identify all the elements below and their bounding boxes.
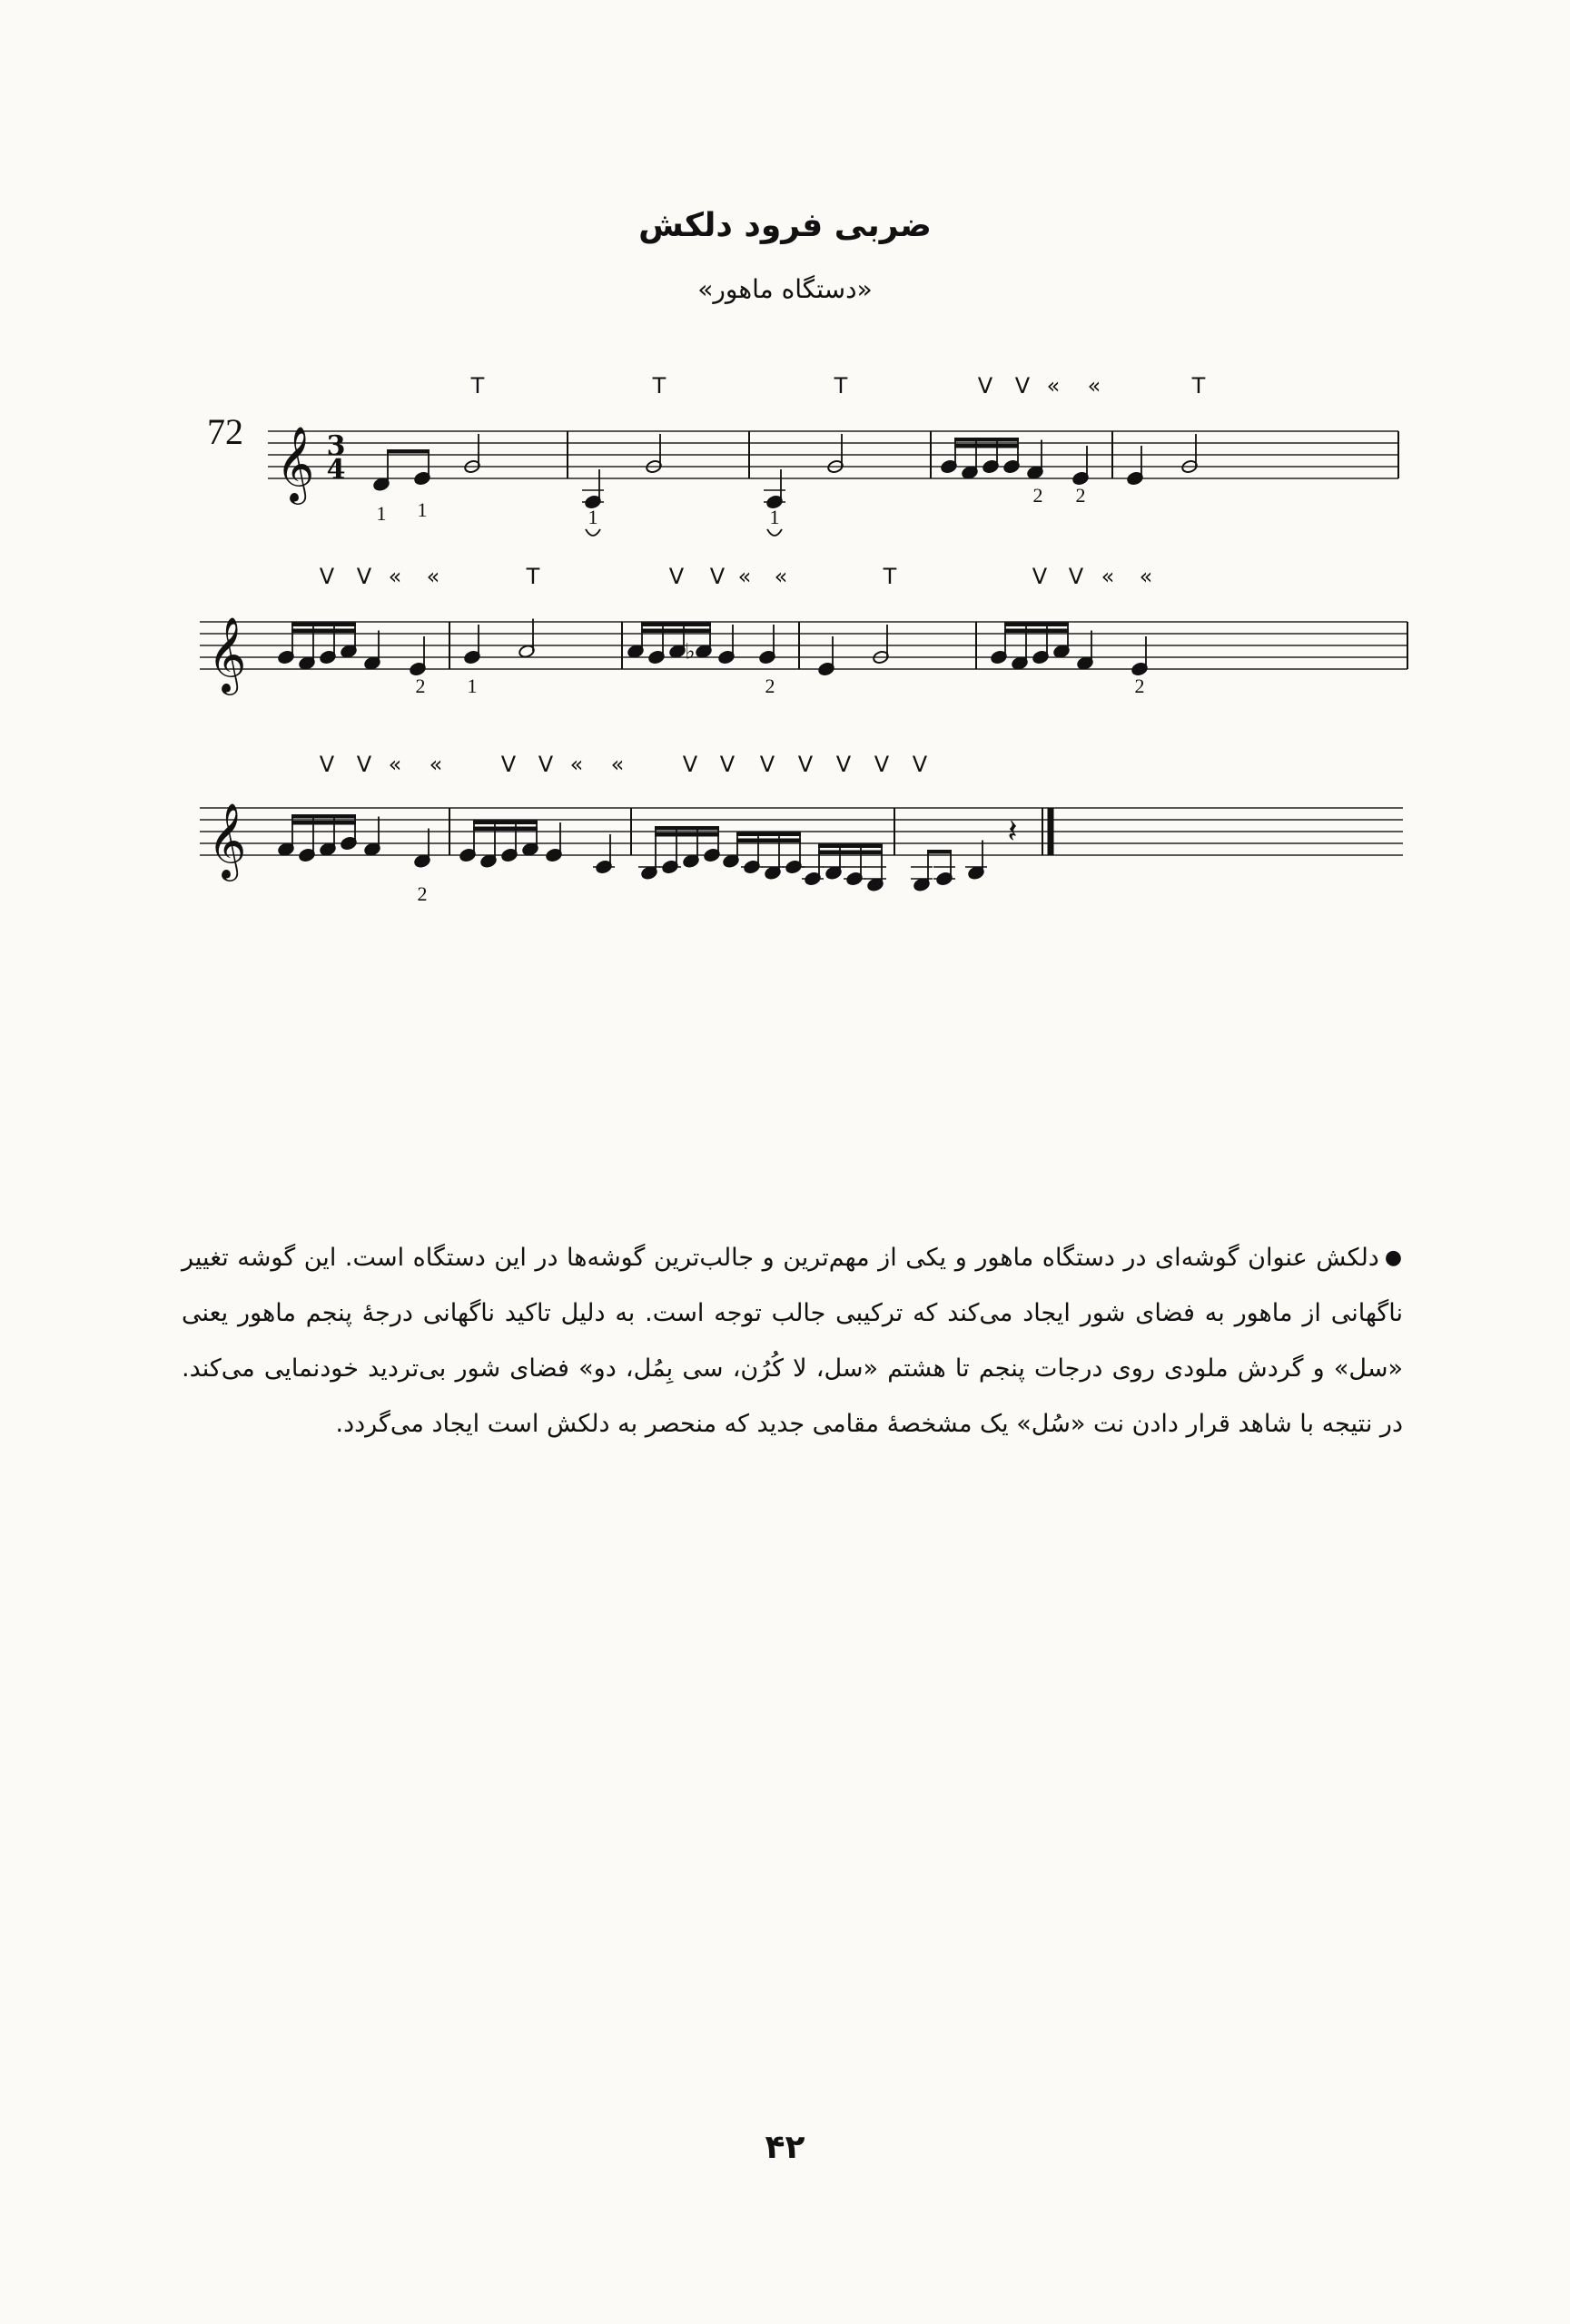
piece-subtitle: «دستگاه ماهور» <box>697 274 873 304</box>
piece-title: ضربی فرود دلکش <box>638 207 932 244</box>
down-bow-mark: V <box>797 752 814 777</box>
fingering-number: 1 <box>417 498 428 521</box>
down-bow-mark: V <box>912 752 928 777</box>
beam <box>927 850 952 854</box>
down-bow-mark: V <box>538 752 554 777</box>
up-bow-mark: « <box>388 752 402 777</box>
down-bow-mark: V <box>356 564 372 589</box>
down-bow-mark: V <box>977 373 993 399</box>
down-bow-mark: V <box>835 752 852 777</box>
flat-sign: ♭ <box>685 638 696 665</box>
down-bow-mark: V <box>500 752 517 777</box>
up-bow-mark: « <box>1101 564 1115 589</box>
beam <box>818 844 883 849</box>
fingering-number: 1 <box>467 675 478 697</box>
down-bow-mark: V <box>709 564 726 589</box>
treble-clef-icon: 𝄞 <box>275 425 315 501</box>
beam <box>387 449 430 454</box>
down-bow-mark: V <box>1014 373 1031 399</box>
tremolo-mark: T <box>883 564 897 589</box>
beam <box>954 438 1019 442</box>
fingering-number: 1 <box>376 502 387 525</box>
up-bow-mark: « <box>569 752 584 777</box>
quarter-rest-icon: 𝄽 <box>1007 813 1018 851</box>
down-bow-mark: V <box>356 752 372 777</box>
tremolo-mark: T <box>470 373 485 399</box>
description-text: دلکش عنوان گوشه‌ای در دستگاه ماهور و یکی از مهم‌ترین و جالب‌ترین گوشه‌ها در این دستگاه است. این گوشه تغییر ناگهانی از ماهور به فضای شور ایجاد می‌کند که ترکیبی جالب توجه است. به دلیل تاکید ناگهانی درجهٔ پنجم ماهور یعنی «سل» و گردش ملودی روی درجات پنجم تا هشتم «سل، لا کُرُن، سی بِمُل، دو» فضای شور بی‌تردید خودنمایی می‌کند. در نتیجه با شاهد قرار دادن نت «سُل» یک مشخصهٔ مقامی جدید که منحصر به دلکش است ایجاد می‌گردد. <box>182 1244 1403 1438</box>
down-bow-mark: V <box>874 752 890 777</box>
up-bow-mark: « <box>737 564 752 589</box>
up-bow-mark: « <box>426 564 440 589</box>
fingering-number: 2 <box>765 675 775 697</box>
tremolo-mark: T <box>834 373 848 399</box>
description-paragraph <box>182 1230 1403 1452</box>
down-bow-mark: V <box>319 752 335 777</box>
tremolo-mark: T <box>1191 373 1206 399</box>
tremolo-mark: T <box>526 564 540 589</box>
slur-mark <box>767 529 782 536</box>
down-bow-mark: V <box>1032 564 1048 589</box>
bullet-icon: ● <box>1384 1246 1403 1269</box>
slur-mark <box>586 529 600 536</box>
up-bow-mark: « <box>610 752 625 777</box>
down-bow-mark: V <box>682 752 698 777</box>
staff-row-3 <box>195 753 1407 926</box>
beam <box>736 832 801 837</box>
tremolo-mark: T <box>652 373 667 399</box>
beam <box>954 444 1019 448</box>
down-bow-mark: V <box>759 752 775 777</box>
beam <box>655 832 719 837</box>
beam <box>291 821 356 825</box>
fingering-number: 2 <box>1134 675 1145 697</box>
treble-clef-icon: 𝄞 <box>207 802 247 878</box>
fingering-number: 2 <box>1075 484 1086 507</box>
time-signature-bottom: 4 <box>326 454 346 486</box>
down-bow-mark: V <box>1068 564 1084 589</box>
fingering-number: 1 <box>588 506 598 528</box>
fingering-number: 2 <box>417 882 428 905</box>
beam <box>655 826 719 831</box>
beam <box>641 629 711 634</box>
beam <box>291 623 356 627</box>
example-number: 72 <box>207 411 243 452</box>
staff-row-1 <box>263 354 1407 527</box>
beam <box>291 629 356 634</box>
fingering-number: 1 <box>769 506 780 528</box>
down-bow-mark: V <box>319 564 335 589</box>
beam <box>736 839 801 843</box>
fingering-number: 2 <box>415 675 426 697</box>
beam <box>1004 629 1069 634</box>
beam <box>641 623 711 627</box>
beam <box>473 827 538 832</box>
beam <box>818 851 883 855</box>
up-bow-mark: « <box>774 564 788 589</box>
up-bow-mark: « <box>429 752 443 777</box>
down-bow-mark: V <box>719 752 736 777</box>
beam <box>473 821 538 825</box>
up-bow-mark: « <box>388 564 402 589</box>
down-bow-mark: V <box>668 564 685 589</box>
up-bow-mark: « <box>1087 373 1101 399</box>
treble-clef-icon: 𝄞 <box>207 615 247 692</box>
up-bow-mark: « <box>1139 564 1153 589</box>
up-bow-mark: « <box>1046 373 1061 399</box>
beam <box>1004 623 1069 627</box>
fingering-number: 2 <box>1032 484 1043 507</box>
beam <box>291 814 356 819</box>
staff-row-2 <box>195 545 1407 726</box>
page-number: ۴۲ <box>765 2129 805 2166</box>
time-signature-top: 3 <box>326 430 346 462</box>
